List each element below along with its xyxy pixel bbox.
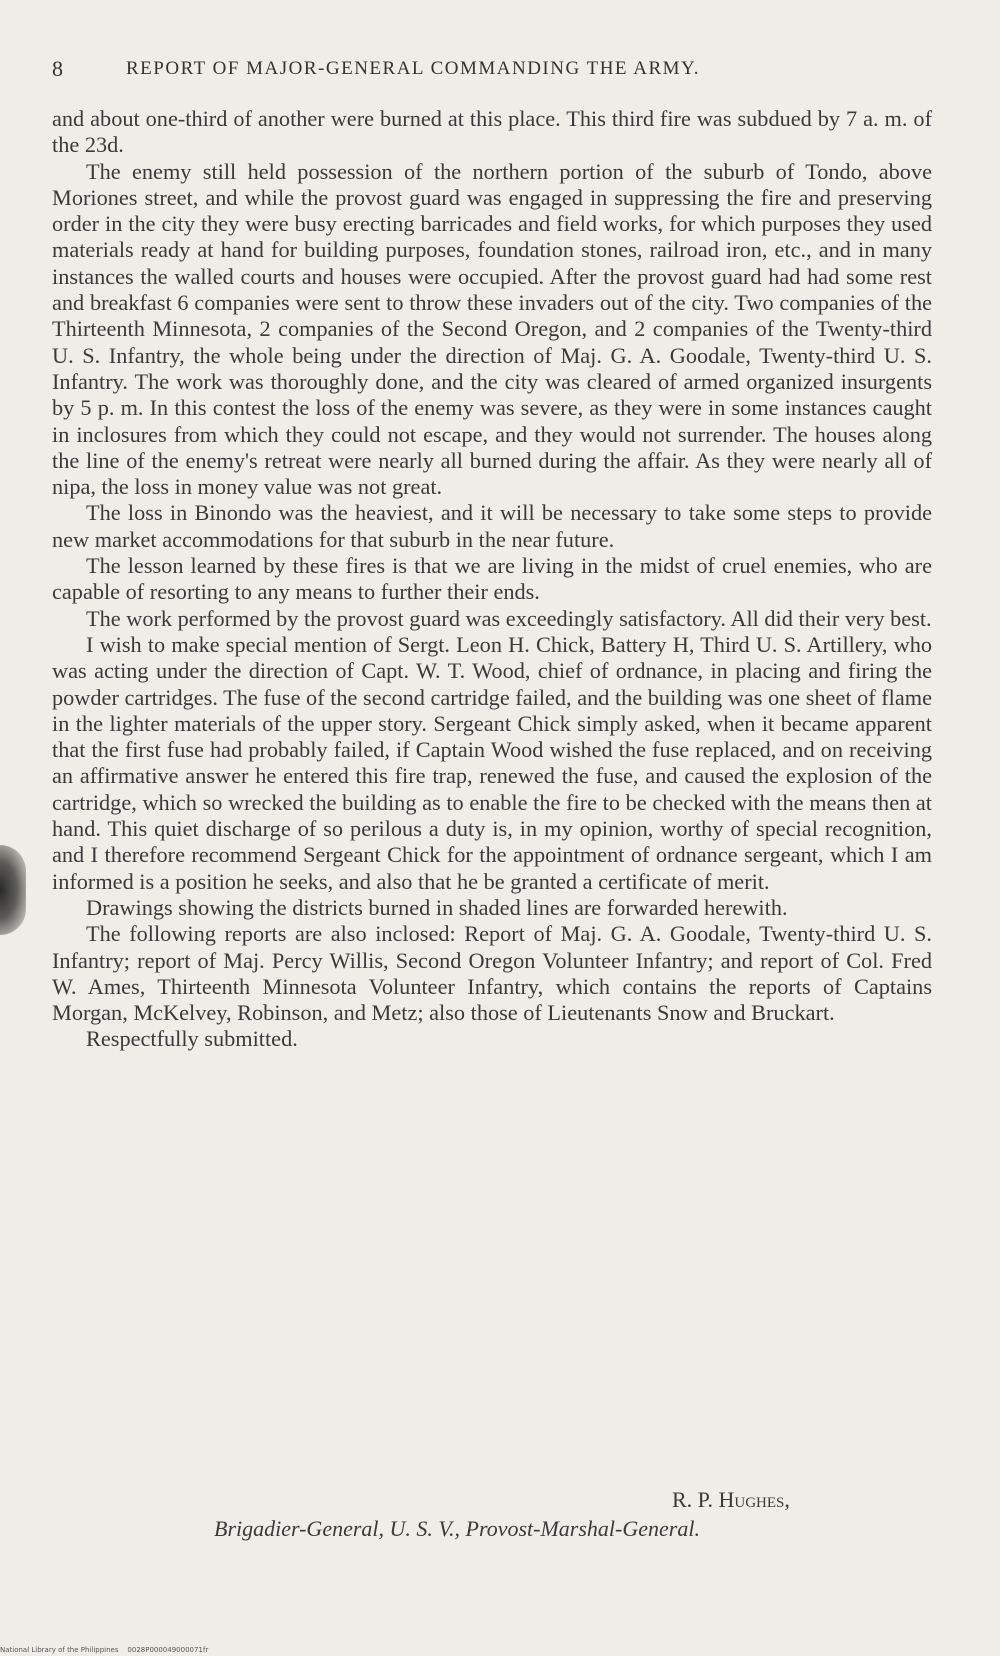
paragraph: and about one-third of another were burned at this place. This third fire was subdued by 7 a. m. of the 23d. (52, 106, 932, 158)
paragraph: Drawings showing the districts burned in shaded lines are forwarded herewith. (86, 894, 788, 920)
paragraph: The loss in Binondo was the heaviest, and it will be necessary to take some steps to provide new market accommodations for that suburb in the near future. (52, 500, 932, 552)
paragraph: Respectfully submitted. (86, 1026, 298, 1052)
paragraph: The work performed by the provost guard was exceedingly satisfactory. All did their very best. (86, 605, 932, 631)
scan-footer (0, 1646, 208, 1654)
signature-name: R. P. Hughes, (672, 1487, 790, 1512)
page-edge-shadow (0, 845, 26, 935)
body-text (52, 106, 932, 1053)
paragraph: The enemy still held possession of the northern portion of the suburb of Tondo, above Moriones street, and while the provost guard was engaged in suppressing the fire and preserving order in the city they were busy erecting barricades and field works, for which purposes they used materials ready at hand for building purposes, foundation stones, railroad iron, etc., and in many instances the walled courts and houses were occupied. After the provost guard had had some rest and breakfast 6 companies were sent to throw these invaders out of the city. Two companies of the Thirteenth Minnesota, 2 companies of the Second Oregon, and 2 companies of the Twenty-third U. S. Infantry, the whole being under the direction of Maj. G. A. Goodale, Twenty-third U. S. Infantry. The work was thoroughly done, and the city was cleared of armed organized insurgents by 5 p. m. In this contest the loss of the enemy was severe, as they were in some instances caught in inclosures from which they could not escape, and they would not surrender. The houses along the line of the enemy's retreat were nearly all burned during the affair. As they were nearly all of nipa, the loss in money value was not great. (52, 158, 932, 500)
paragraph: The lesson learned by these fires is that we are living in the midst of cruel enemies, who are capable of resorting to any means to further their ends. (52, 553, 932, 605)
signature-title: Brigadier-General, U. S. V., Provost-Marshal-General. (214, 1516, 700, 1541)
footer-code: 0028P000049000071fr (127, 1646, 209, 1654)
paragraph: I wish to make special mention of Sergt. Leon H. Chick, Battery H, Third U. S. Artillery, who was acting under the direction of Capt. W. T. Wood, chief of ordnance, in placing and firing the powder cartridges. The fuse of the second cartridge failed, and the building was one sheet of flame in the lighter materials of the upper story. Sergeant Chick simply asked, when it became apparent that the first fuse had probably failed, if Captain Wood wished the fuse replaced, and on receiving an affirmative answer he entered this fire trap, renewed the fuse, and caused the explosion of the cartridge, which so wrecked the building as to enable the fire to be checked with the means then at hand. This quiet discharge of so perilous a duty is, in my opinion, worthy of special recognition, and I therefore recommend Sergeant Chick for the appointment of ordnance sergeant, which I am informed is a position he seeks, and also that he be granted a certificate of merit. (52, 631, 932, 894)
footer-library: National Library of the Philippines (0, 1646, 119, 1654)
running-title: REPORT OF MAJOR-GENERAL COMMANDING THE ARMY. (126, 58, 701, 79)
page-number: 8 (52, 56, 65, 81)
paragraph: The following reports are also inclosed: Report of Maj. G. A. Goodale, Twenty-third U. S. Infantry; report of Maj. Percy Willis, Second Oregon Volunteer Infantry; and report of Col. Fred W. Ames, Thirteenth Minnesota Volunteer Infantry, which contains the reports of Captains Morgan, McKelvey, Robinson, and Metz; also those of Lieutenants Snow and Bruckart. (52, 921, 932, 1026)
